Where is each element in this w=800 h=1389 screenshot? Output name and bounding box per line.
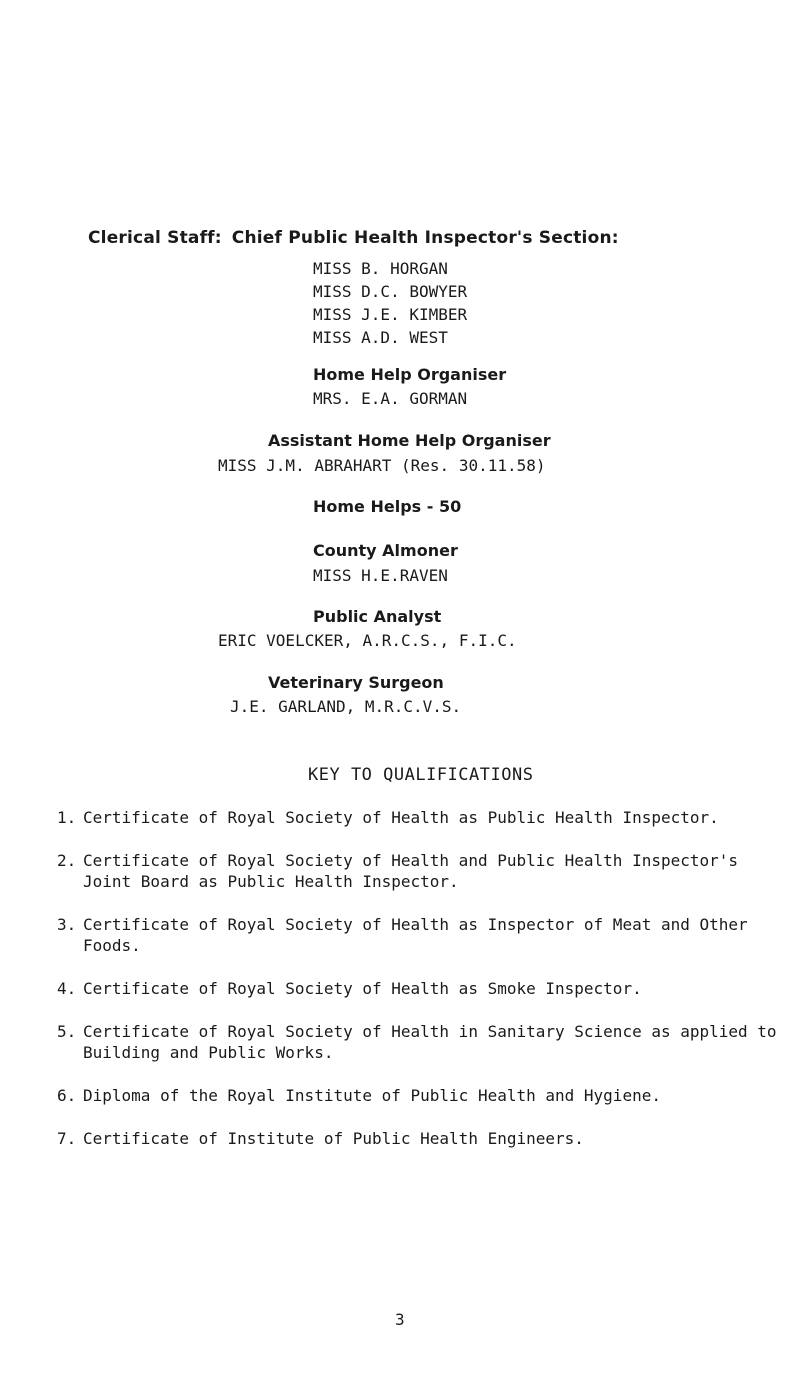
section-title: Chief Public Health Inspector's Section: [231,228,619,248]
list-item [57,1085,777,1106]
assistant-home-help-organiser-title: Assistant Home Help Organiser [268,431,551,450]
county-almoner-name: MISS H.E.RAVEN [313,566,448,585]
home-helps-count: Home Helps - 50 [313,497,462,516]
staff-name: MISS J.E. KIMBER [313,305,468,324]
home-help-organiser-title: Home Help Organiser [313,365,507,384]
key-number: 6. [57,1086,77,1105]
list-item [57,978,777,999]
list-item [57,914,777,956]
assistant-home-help-organiser-name: MISS J.M. ABRAHART (Res. 30.11.58) [218,456,546,475]
clerical-staff-label: Clerical Staff: [88,228,222,248]
section-heading [88,228,619,248]
page-number: 3 [395,1310,405,1329]
key-text: Certificate of Royal Society of Health as Public Health Inspector. [83,808,719,827]
clerical-staff-list [313,257,467,349]
staff-name: MISS B. HORGAN [313,259,448,278]
key-number: 4. [57,979,77,998]
staff-name: MISS A.D. WEST [313,328,448,347]
county-almoner-title: County Almoner [313,541,458,560]
key-number: 5. [57,1022,77,1041]
key-text: Diploma of the Royal Institute of Public Health and Hygiene. [83,1086,661,1105]
key-title: KEY TO QUALIFICATIONS [308,765,534,785]
key-text: Certificate of Royal Society of Health and Public Health Inspector's Joint Board as Public Health Inspector. [83,851,739,891]
key-text: Certificate of Royal Society of Health as Inspector of Meat and Other Foods. [83,915,748,955]
staff-name: MISS D.C. BOWYER [313,282,468,301]
list-item [57,1128,777,1149]
veterinary-surgeon-title: Veterinary Surgeon [268,673,444,692]
public-analyst-title: Public Analyst [313,607,442,626]
key-number: 3. [57,915,77,934]
key-text: Certificate of Royal Society of Health in Sanitary Science as applied to Building and Public Works. [83,1022,777,1062]
list-item [57,850,777,892]
key-text: Certificate of Institute of Public Health Engineers. [83,1129,584,1148]
key-number: 1. [57,808,77,827]
list-item [57,1021,777,1063]
public-analyst-name: ERIC VOELCKER, A.R.C.S., F.I.C. [218,631,517,650]
key-list [57,807,777,1171]
veterinary-surgeon-name: J.E. GARLAND, M.R.C.V.S. [230,697,462,716]
home-help-organiser-name: MRS. E.A. GORMAN [313,389,468,408]
key-text: Certificate of Royal Society of Health as Smoke Inspector. [83,979,642,998]
key-number: 7. [57,1129,77,1148]
list-item [57,807,777,828]
key-number: 2. [57,851,77,870]
